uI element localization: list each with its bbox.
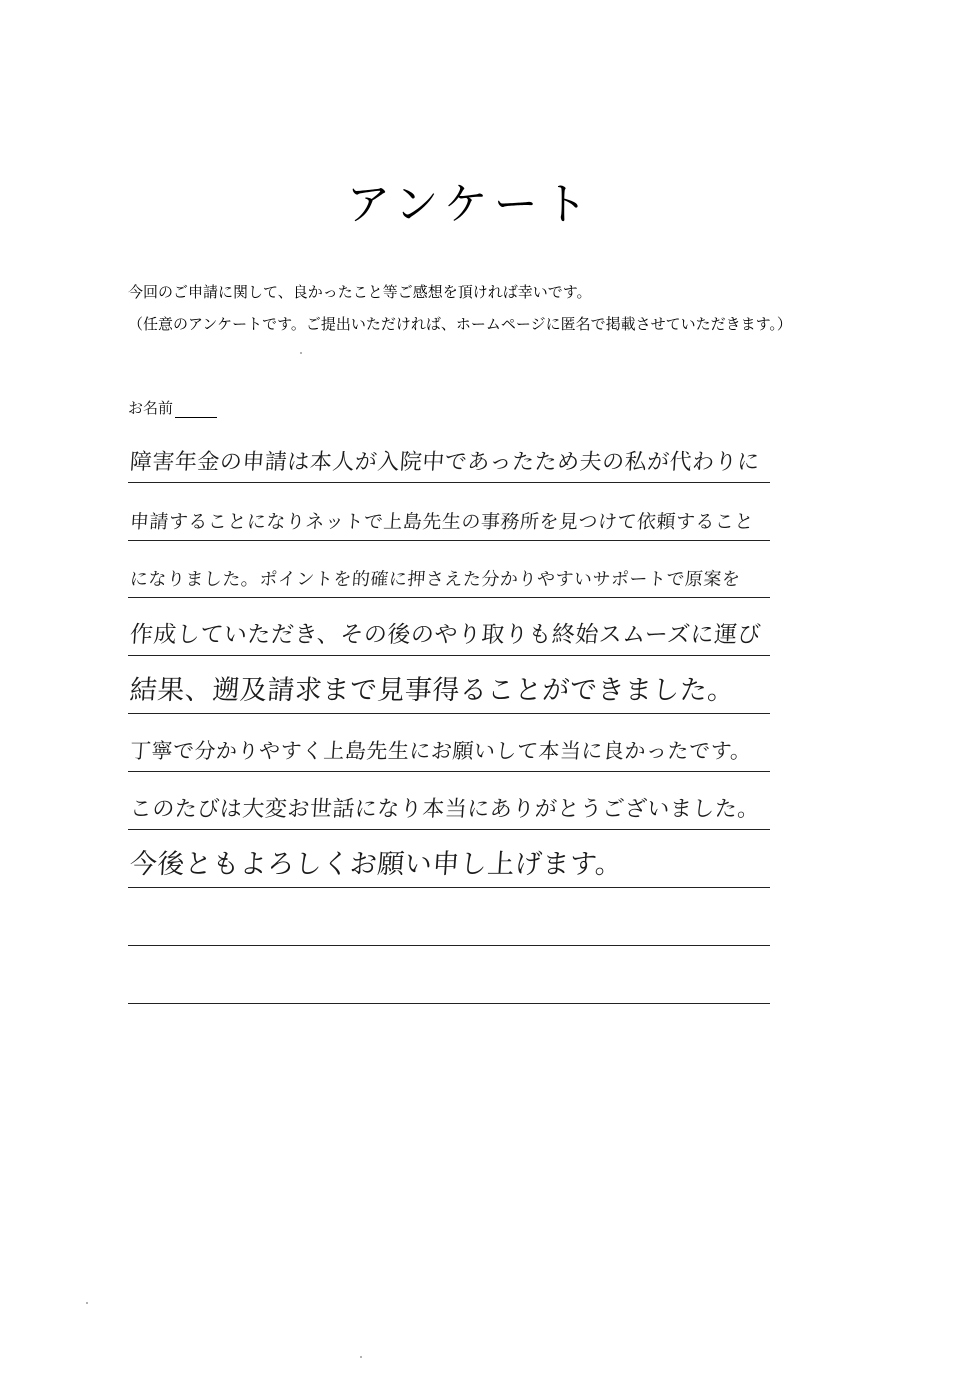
handwritten-text: 申請することになりネットで上島先生の事務所を見つけて依頼すること xyxy=(129,511,755,533)
answer-line-10 xyxy=(128,955,770,1004)
handwritten-text: になりました。ポイントを的確に押さえた分かりやすいサポートで原案を xyxy=(129,569,742,590)
answer-line-6 xyxy=(128,723,770,772)
scan-speck xyxy=(86,1302,88,1304)
handwritten-text: このたびは大変お世話になり本当にありがとうございました。 xyxy=(128,797,761,822)
name-label: お名前 xyxy=(128,399,174,417)
scan-speck xyxy=(360,1356,362,1358)
handwritten-text: 丁寧で分かりやすく上島先生にお願いして本当に良かったです。 xyxy=(129,739,753,763)
handwritten-text: 結果、遡及請求まで見事得ることができました。 xyxy=(128,675,736,706)
answer-line-7 xyxy=(128,781,770,830)
name-blank-line xyxy=(175,401,217,418)
answer-line-2 xyxy=(128,492,770,541)
handwritten-text: 今後ともよろしくお願い申し上げます。 xyxy=(128,849,624,880)
handwritten-text: 作成していただき、その後のやり取りも終始スムーズに運び xyxy=(128,622,763,648)
page-title: アンケート xyxy=(346,179,594,230)
answer-line-9 xyxy=(128,897,770,946)
answer-line-4 xyxy=(128,607,770,656)
answer-line-3 xyxy=(128,549,770,598)
name-field xyxy=(128,397,217,418)
handwritten-text: 障害年金の申請は本人が入院中であったため夫の私が代わりに xyxy=(128,450,761,475)
intro-line-1: 今回のご申請に関して、良かったこと等ご感想を頂ければ幸いです。 xyxy=(128,283,592,301)
intro-line-2: （任意のアンケートです。ご提出いただければ、ホームページに匿名で掲載させていただきます。） xyxy=(128,315,792,333)
answer-line-8 xyxy=(128,839,770,888)
scan-speck xyxy=(300,352,302,354)
answer-line-5 xyxy=(128,665,770,714)
answer-line-1 xyxy=(128,434,770,483)
